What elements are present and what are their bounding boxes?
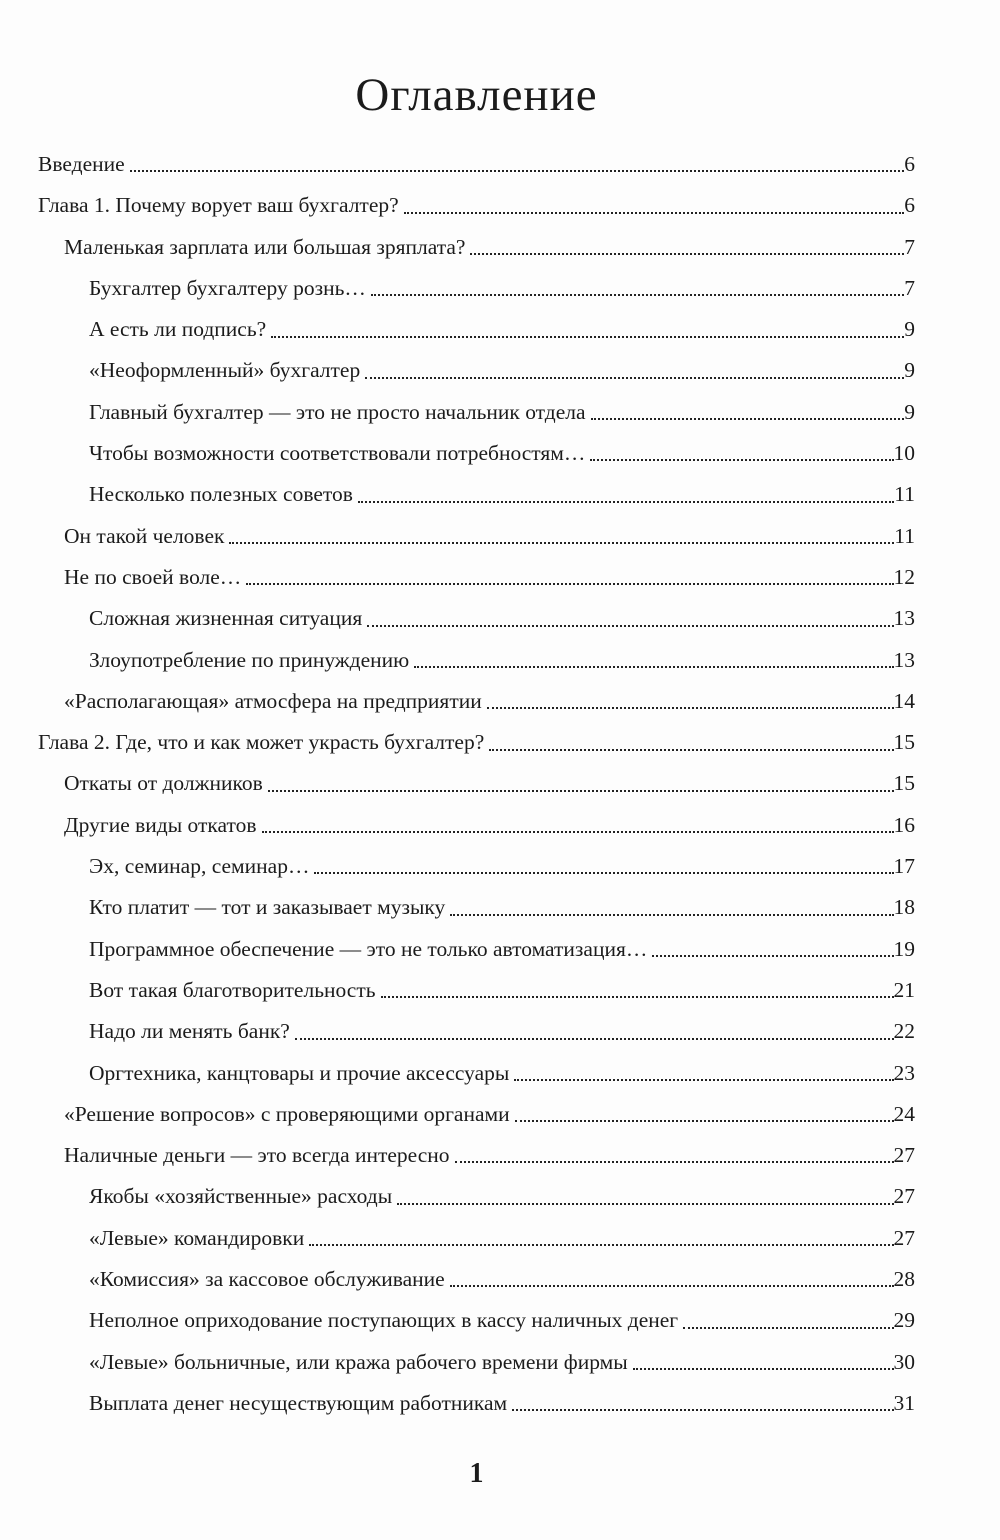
toc-entry — [38, 1375, 915, 1416]
toc-entry-title: Другие виды откатов — [64, 812, 257, 837]
toc-entry — [38, 632, 915, 673]
toc-entry — [38, 1210, 915, 1251]
toc-entry-page-number: 23 — [893, 1060, 915, 1085]
dot-leader-line — [358, 501, 894, 503]
dot-leader-line — [262, 831, 894, 833]
dot-leader-line — [633, 1368, 894, 1370]
toc-entry-page-number: 11 — [894, 523, 915, 548]
toc-entry — [38, 466, 915, 507]
toc-entry — [38, 1045, 915, 1086]
dot-leader-line — [309, 1244, 893, 1246]
toc-entry — [38, 384, 915, 425]
toc-entry-title: А есть ли подпись? — [89, 317, 267, 342]
toc-entry-title: Сложная жизненная ситуация — [89, 606, 363, 631]
toc-entry-title: «Левые» больничные, или кража рабочего времени фирмы — [89, 1349, 628, 1374]
page-title: Оглавление — [355, 69, 598, 121]
toc-entry-page-number: 21 — [893, 977, 915, 1002]
dot-leader-line — [229, 542, 894, 544]
toc-entry — [38, 508, 915, 549]
toc-entry-page-number: 27 — [893, 1184, 915, 1209]
page-number: 1 — [469, 1458, 484, 1489]
toc-entry — [38, 219, 915, 260]
toc-entry — [38, 343, 915, 384]
dot-leader-line — [268, 790, 894, 792]
toc-entry-page-number: 15 — [893, 771, 915, 796]
dot-leader-line — [455, 1161, 894, 1163]
toc-entry-title: Кто платит — тот и заказывает музыку — [89, 895, 446, 920]
toc-entry-title: Глава 2. Где, что и как может украсть бухгалтер? — [38, 730, 485, 755]
toc-entry — [38, 1334, 915, 1375]
toc-entry — [38, 301, 915, 342]
toc-entry-title: Надо ли менять банк? — [89, 1019, 290, 1044]
dot-leader-line — [404, 212, 905, 214]
toc-entry — [38, 590, 915, 631]
toc-entry — [38, 962, 915, 1003]
toc-entry-title: Бухгалтер бухгалтеру рознь… — [89, 275, 366, 300]
toc-entry-page-number: 7 — [904, 275, 915, 300]
toc-entry-page-number: 16 — [893, 812, 915, 837]
dot-leader-line — [371, 294, 904, 296]
toc-entry — [38, 797, 915, 838]
toc-entry-title: Не по своей воле… — [64, 564, 242, 589]
toc-entry-title: Он такой человек — [64, 523, 225, 548]
toc-entry-page-number: 22 — [893, 1019, 915, 1044]
dot-leader-line — [512, 1409, 893, 1411]
toc-entry — [38, 136, 915, 177]
toc-entry-title: Несколько полезных советов — [89, 482, 353, 507]
toc-entry — [38, 1251, 915, 1292]
toc-entry-page-number: 17 — [893, 854, 915, 879]
toc-entry-page-number: 31 — [893, 1390, 915, 1415]
toc-entry-page-number: 29 — [893, 1308, 915, 1333]
toc-entry-title: «Левые» командировки — [89, 1225, 305, 1250]
dot-leader-line — [271, 336, 904, 338]
dot-leader-line — [652, 955, 893, 957]
toc-entry-page-number: 14 — [893, 688, 915, 713]
toc-entry — [38, 425, 915, 466]
toc-entry-title: Злоупотребление по принуждению — [89, 647, 410, 672]
toc-entry — [38, 879, 915, 920]
toc-entry-title: «Решение вопросов» с проверяющими органами — [64, 1101, 510, 1126]
dot-leader-line — [367, 625, 893, 627]
toc-entry-title: Вот такая благотворительность — [89, 977, 376, 1002]
dot-leader-line — [450, 914, 893, 916]
toc-entry-title: Неполное оприходование поступающих в кассу наличных денег — [89, 1308, 679, 1333]
toc-entry-page-number: 6 — [904, 151, 915, 176]
toc-list — [38, 136, 915, 1416]
dot-leader-line — [365, 377, 904, 379]
toc-entry-title: Оргтехника, канцтовары и прочие аксессуары — [89, 1060, 510, 1085]
toc-entry-page-number: 13 — [893, 606, 915, 631]
toc-entry-page-number: 7 — [904, 234, 915, 259]
dot-leader-line — [487, 707, 894, 709]
toc-entry-title: Эх, семинар, семинар… — [89, 854, 310, 879]
toc-entry-page-number: 9 — [904, 358, 915, 383]
toc-entry — [38, 756, 915, 797]
toc-entry-page-number: 19 — [893, 936, 915, 961]
toc-entry-page-number: 10 — [893, 441, 915, 466]
toc-entry-title: Введение — [38, 151, 125, 176]
toc-entry-page-number: 9 — [904, 317, 915, 342]
toc-entry-title: «Неоформленный» бухгалтер — [89, 358, 361, 383]
toc-entry-page-number: 12 — [893, 564, 915, 589]
toc-entry-title: Выплата денег несуществующим работникам — [89, 1390, 508, 1415]
toc-entry-title: Откаты от должников — [64, 771, 263, 796]
toc-entry-title: Наличные деньги — это всегда интересно — [64, 1143, 450, 1168]
dot-leader-line — [590, 459, 893, 461]
toc-entry-title: Программное обеспечение — это не только автоматизация… — [89, 936, 648, 961]
toc-entry — [38, 1168, 915, 1209]
toc-entry-page-number: 28 — [893, 1267, 915, 1291]
dot-leader-line — [489, 749, 893, 751]
dot-leader-line — [514, 1079, 893, 1081]
toc-entry-page-number: 30 — [893, 1349, 915, 1374]
toc-entry-page-number: 24 — [893, 1101, 915, 1126]
toc-entry — [38, 921, 915, 962]
dot-leader-line — [515, 1120, 894, 1122]
toc-entry — [38, 1292, 915, 1333]
toc-entry-title: «Располагающая» атмосфера на предприятии — [64, 688, 482, 713]
toc-entry-page-number: 13 — [893, 647, 915, 672]
dot-leader-line — [314, 872, 893, 874]
toc-entry-title: Маленькая зарплата или большая зряплата? — [64, 234, 466, 259]
toc-entry-title: Чтобы возможности соответствовали потребностям… — [89, 441, 586, 466]
dot-leader-line — [246, 583, 893, 585]
toc-entry — [38, 177, 915, 218]
toc-entry-page-number: 11 — [894, 482, 915, 507]
dot-leader-line — [450, 1285, 894, 1287]
toc-entry — [38, 1086, 915, 1127]
toc-entry-title: Глава 1. Почему ворует ваш бухгалтер? — [38, 193, 399, 218]
toc-entry — [38, 838, 915, 879]
dot-leader-line — [130, 170, 905, 172]
toc-entry-page-number: 15 — [893, 730, 915, 755]
toc-entry-page-number: 6 — [904, 193, 915, 218]
toc-entry — [38, 673, 915, 714]
dot-leader-line — [381, 996, 894, 998]
toc-entry — [38, 549, 915, 590]
dot-leader-line — [470, 253, 904, 255]
dot-leader-line — [397, 1203, 893, 1205]
dot-leader-line — [683, 1327, 893, 1329]
toc-entry-title: Главный бухгалтер — это не просто начальник отдела — [89, 399, 586, 424]
toc-entry-page-number: 9 — [904, 399, 915, 424]
dot-leader-line — [295, 1038, 894, 1040]
toc-entry-page-number: 27 — [893, 1143, 915, 1168]
toc-entry-title: «Комиссия» за кассовое обслуживание — [89, 1267, 445, 1291]
toc-entry — [38, 1127, 915, 1168]
dot-leader-line — [591, 418, 905, 420]
toc-entry — [38, 1003, 915, 1044]
toc-entry — [38, 714, 915, 755]
toc-entry-title: Якобы «хозяйственные» расходы — [89, 1184, 393, 1209]
toc-entry-page-number: 27 — [893, 1225, 915, 1250]
toc-entry — [38, 260, 915, 301]
toc-entry-page-number: 18 — [893, 895, 915, 920]
dot-leader-line — [414, 666, 893, 668]
